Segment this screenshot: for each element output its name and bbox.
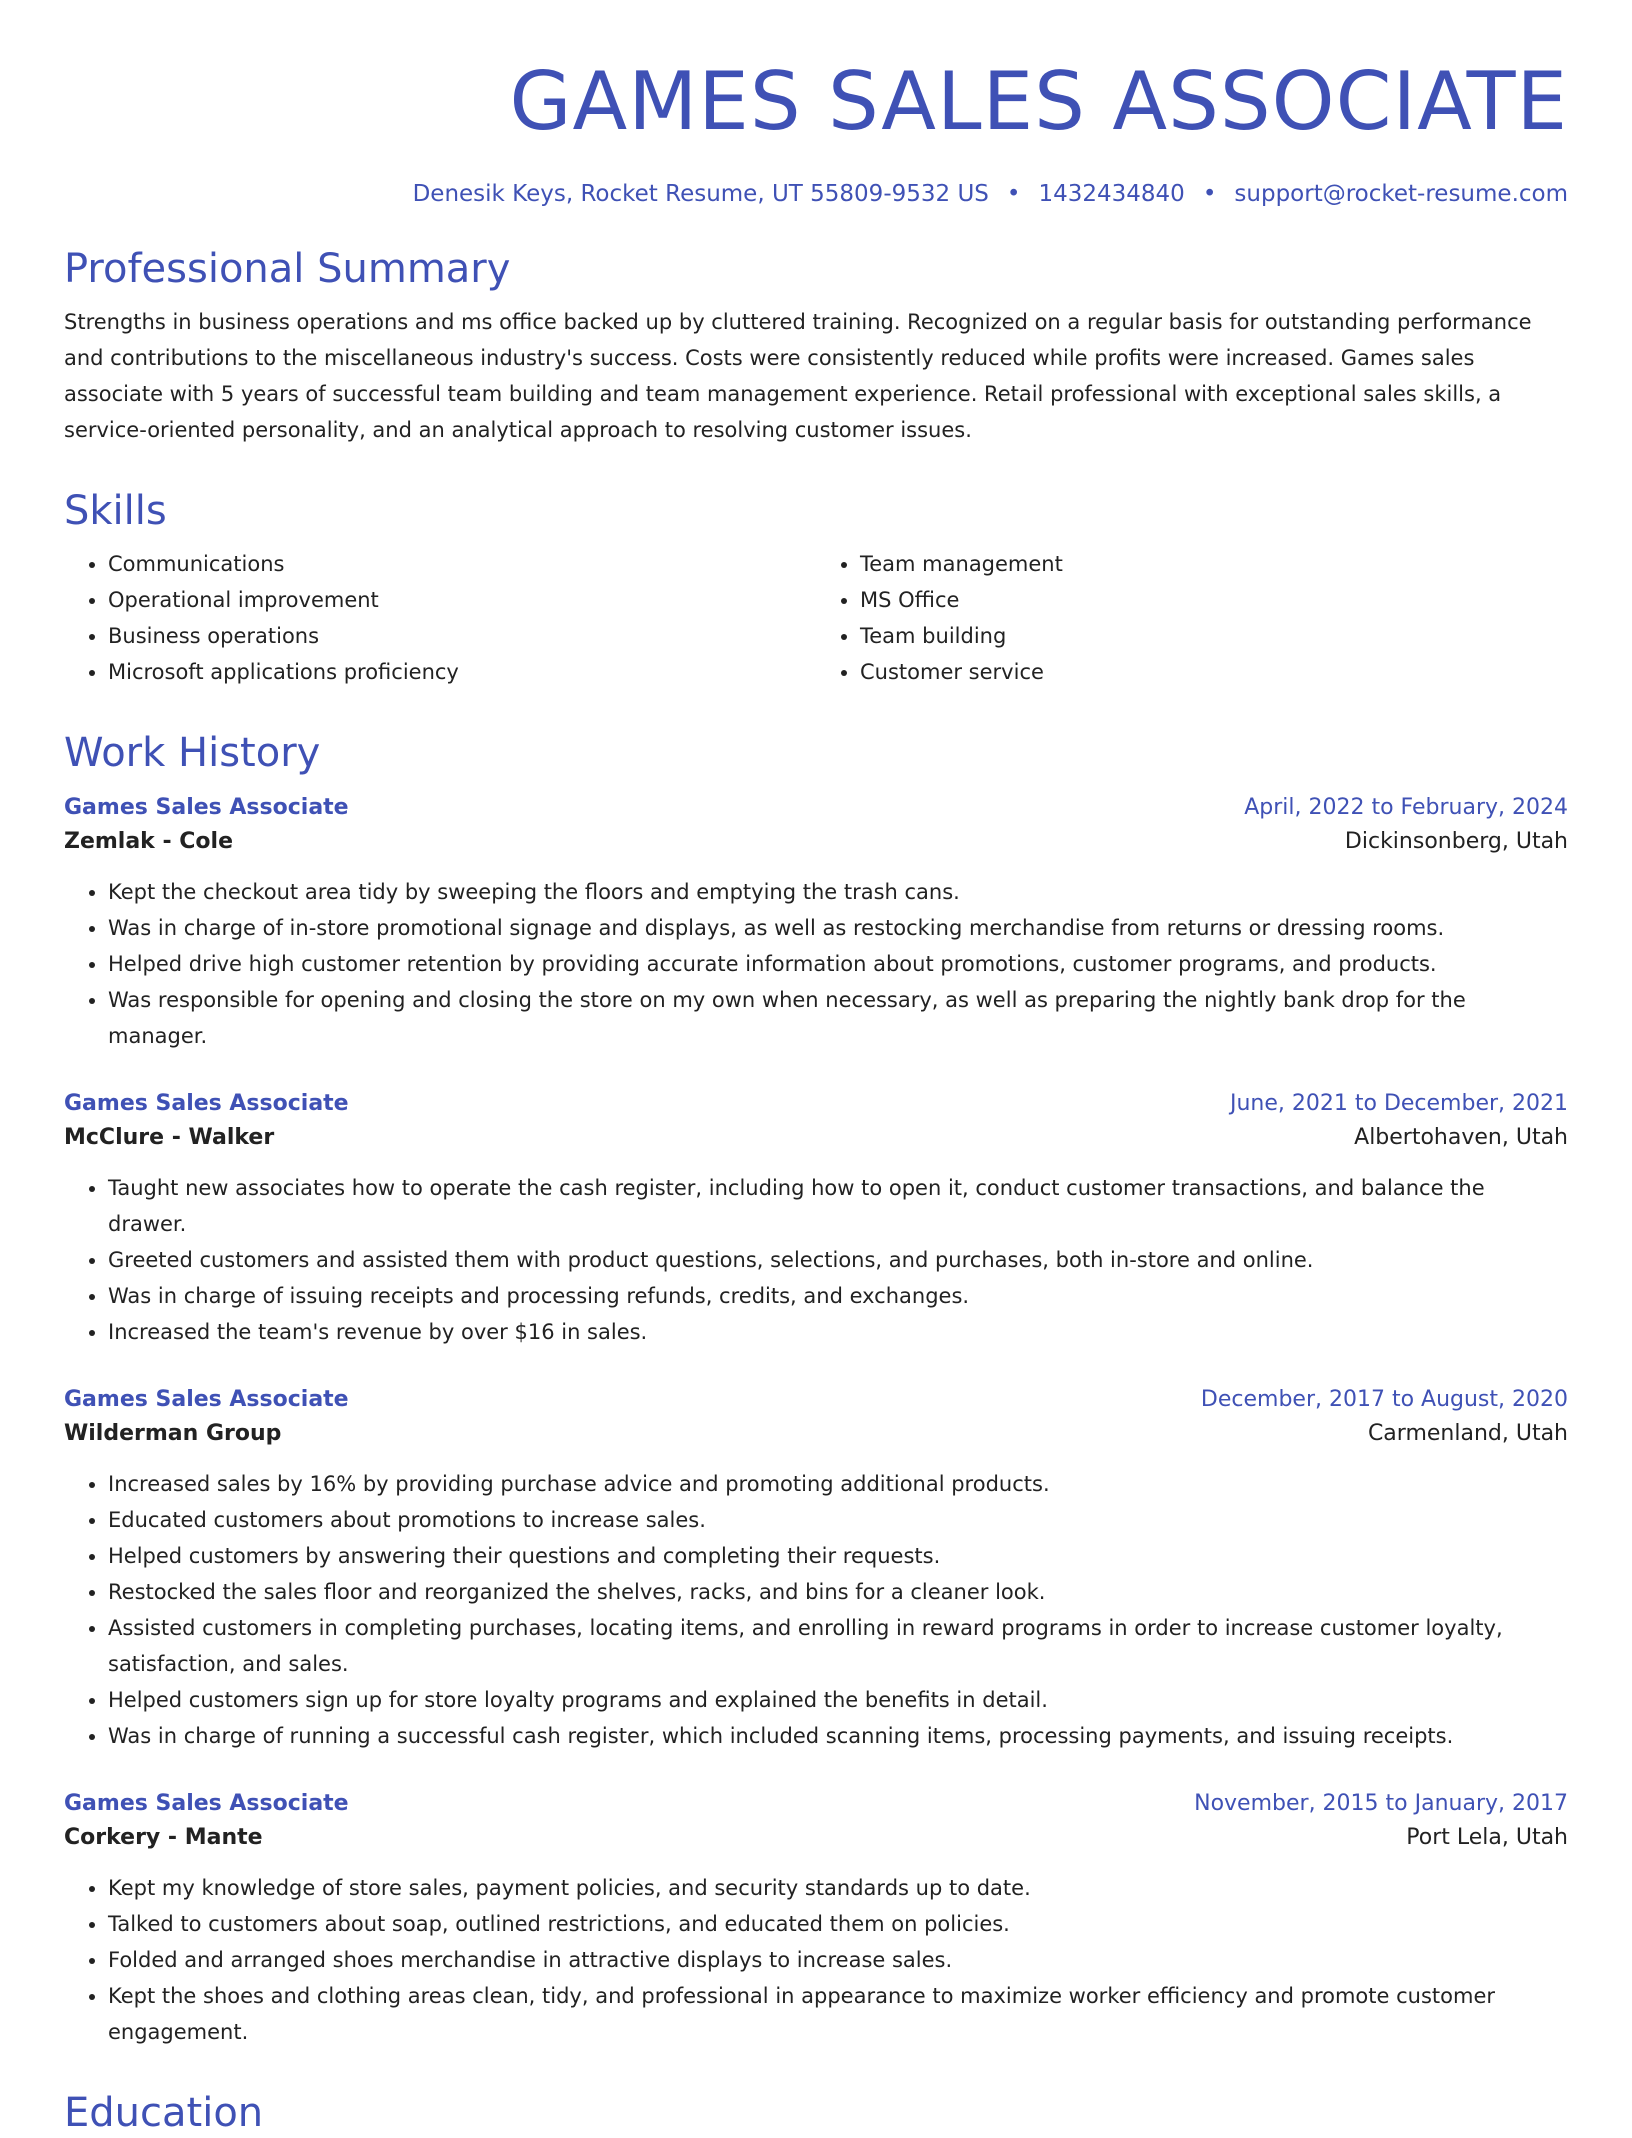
contact-separator: • xyxy=(1202,181,1217,207)
skill-item: • Team building xyxy=(860,618,1568,654)
job-company-row xyxy=(64,1416,1568,1452)
job-dates: April, 2022 to February, 2024 xyxy=(1244,795,1568,820)
job-bullet: • Taught new associates how to operate the cash register, including how to open it, conduct customer transactions, and balance the drawer. xyxy=(108,1170,1568,1242)
job-company: Corkery - Mante xyxy=(64,1825,263,1850)
job-header-row xyxy=(64,1088,1568,1120)
skill-item: • Microsoft applications proficiency xyxy=(108,654,816,690)
contact-email[interactable]: support@rocket-resume.com xyxy=(1234,181,1568,207)
job-bullet: • Increased sales by 16% by providing purchase advice and promoting additional products. xyxy=(108,1466,1568,1502)
job-bullet: • Was in charge of issuing receipts and processing refunds, credits, and exchanges. xyxy=(108,1278,1568,1314)
skill-item: • Business operations xyxy=(108,618,816,654)
job-company-row xyxy=(64,1120,1568,1156)
job-bullets xyxy=(64,874,1568,1054)
job-company-row xyxy=(64,1820,1568,1856)
job-company-row xyxy=(64,824,1568,860)
contact-line xyxy=(64,178,1568,210)
skill-item: • Customer service xyxy=(860,654,1568,690)
skill-item: • MS Office xyxy=(860,582,1568,618)
job-entry xyxy=(64,1384,1568,1754)
skills-list xyxy=(64,546,1568,690)
skills-column-right xyxy=(816,546,1568,690)
job-entry xyxy=(64,1088,1568,1350)
job-location: Dickinsonberg, Utah xyxy=(1344,829,1568,854)
skills-heading: Skills xyxy=(64,488,167,534)
job-bullet: • Helped drive high customer retention by providing accurate information about promotions, customer programs, and products. xyxy=(108,946,1568,982)
job-entry xyxy=(64,1788,1568,2050)
job-bullet: • Increased the team's revenue by over $16 in sales. xyxy=(108,1314,1568,1350)
job-bullet: • Was responsible for opening and closing the store on my own when necessary, as well as preparing the nightly bank drop for the manager. xyxy=(108,982,1568,1054)
job-entry xyxy=(64,792,1568,1054)
job-company: Zemlak - Cole xyxy=(64,829,233,854)
job-bullet: • Folded and arranged shoes merchandise in attractive displays to increase sales. xyxy=(108,1942,1568,1978)
job-title: Games Sales Associate xyxy=(64,795,349,820)
job-bullet: • Talked to customers about soap, outlined restrictions, and educated them on policies. xyxy=(108,1906,1568,1942)
job-bullet: • Educated customers about promotions to increase sales. xyxy=(108,1502,1568,1538)
job-bullet: • Was in charge of in-store promotional signage and displays, as well as restocking merchandise from returns or dressing rooms. xyxy=(108,910,1568,946)
job-bullet: • Helped customers by answering their questions and completing their requests. xyxy=(108,1538,1568,1574)
job-bullets xyxy=(64,1870,1568,2050)
job-bullet: • Helped customers sign up for store loyalty programs and explained the benefits in detail. xyxy=(108,1682,1568,1718)
contact-separator: • xyxy=(1006,181,1021,207)
job-dates: November, 2015 to January, 2017 xyxy=(1194,1791,1568,1816)
job-dates: June, 2021 to December, 2021 xyxy=(1229,1091,1568,1116)
job-location: Port Lela, Utah xyxy=(1406,1825,1568,1850)
skill-item: • Team management xyxy=(860,546,1568,582)
job-location: Carmenland, Utah xyxy=(1367,1421,1568,1446)
job-bullet: • Greeted customers and assisted them with product questions, selections, and purchases, both in-store and online. xyxy=(108,1242,1568,1278)
job-bullet: • Restocked the sales floor and reorganized the shelves, racks, and bins for a cleaner look. xyxy=(108,1574,1568,1610)
job-title: Games Sales Associate xyxy=(64,1791,349,1816)
job-header-row xyxy=(64,1384,1568,1416)
job-bullet: • Was in charge of running a successful cash register, which included scanning items, processing payments, and issuing receipts. xyxy=(108,1718,1568,1754)
contact-address: Denesik Keys, Rocket Resume, UT 55809-9532 US xyxy=(412,181,989,207)
skills-column-left xyxy=(64,546,816,690)
education-heading: Education xyxy=(64,2090,264,2136)
job-company: McClure - Walker xyxy=(64,1125,275,1150)
summary-text: Strengths in business operations and ms office backed up by cluttered training. Recognized on a regular basis for outstanding performance and contributions to the miscellaneous industry's success. Costs were consistently reduced while profits were increased. Games sales associate with 5 years of successful team building and team management experience. Retail professional with exceptional sales skills, a service-oriented personality, and an analytical approach to resolving customer issues. xyxy=(64,310,1532,442)
job-header-row xyxy=(64,1788,1568,1820)
resume-header xyxy=(64,52,1568,210)
summary-heading: Professional Summary xyxy=(64,246,511,292)
job-title: Games Sales Associate xyxy=(64,1091,349,1116)
skill-item: • Operational improvement xyxy=(108,582,816,618)
work-history-heading: Work History xyxy=(64,730,321,776)
job-dates: December, 2017 to August, 2020 xyxy=(1200,1387,1568,1412)
job-bullet: • Kept the checkout area tidy by sweeping the floors and emptying the trash cans. xyxy=(108,874,1568,910)
job-title: Games Sales Associate xyxy=(64,1387,349,1412)
job-company: Wilderman Group xyxy=(64,1421,282,1446)
job-bullet: • Kept the shoes and clothing areas clean, tidy, and professional in appearance to maximize worker efficiency and promote customer engagement. xyxy=(108,1978,1568,2050)
contact-phone: 1432434840 xyxy=(1038,181,1185,207)
job-header-row xyxy=(64,792,1568,824)
job-bullets xyxy=(64,1170,1568,1350)
skill-item: • Communications xyxy=(108,546,816,582)
resume-title: GAMES SALES ASSOCIATE xyxy=(509,55,1568,148)
job-bullet: • Assisted customers in completing purchases, locating items, and enrolling in reward programs in order to increase customer loyalty, satisfaction, and sales. xyxy=(108,1610,1568,1682)
job-location: Albertohaven, Utah xyxy=(1354,1125,1568,1150)
job-bullet: • Kept my knowledge of store sales, payment policies, and security standards up to date. xyxy=(108,1870,1568,1906)
job-bullets xyxy=(64,1466,1568,1754)
